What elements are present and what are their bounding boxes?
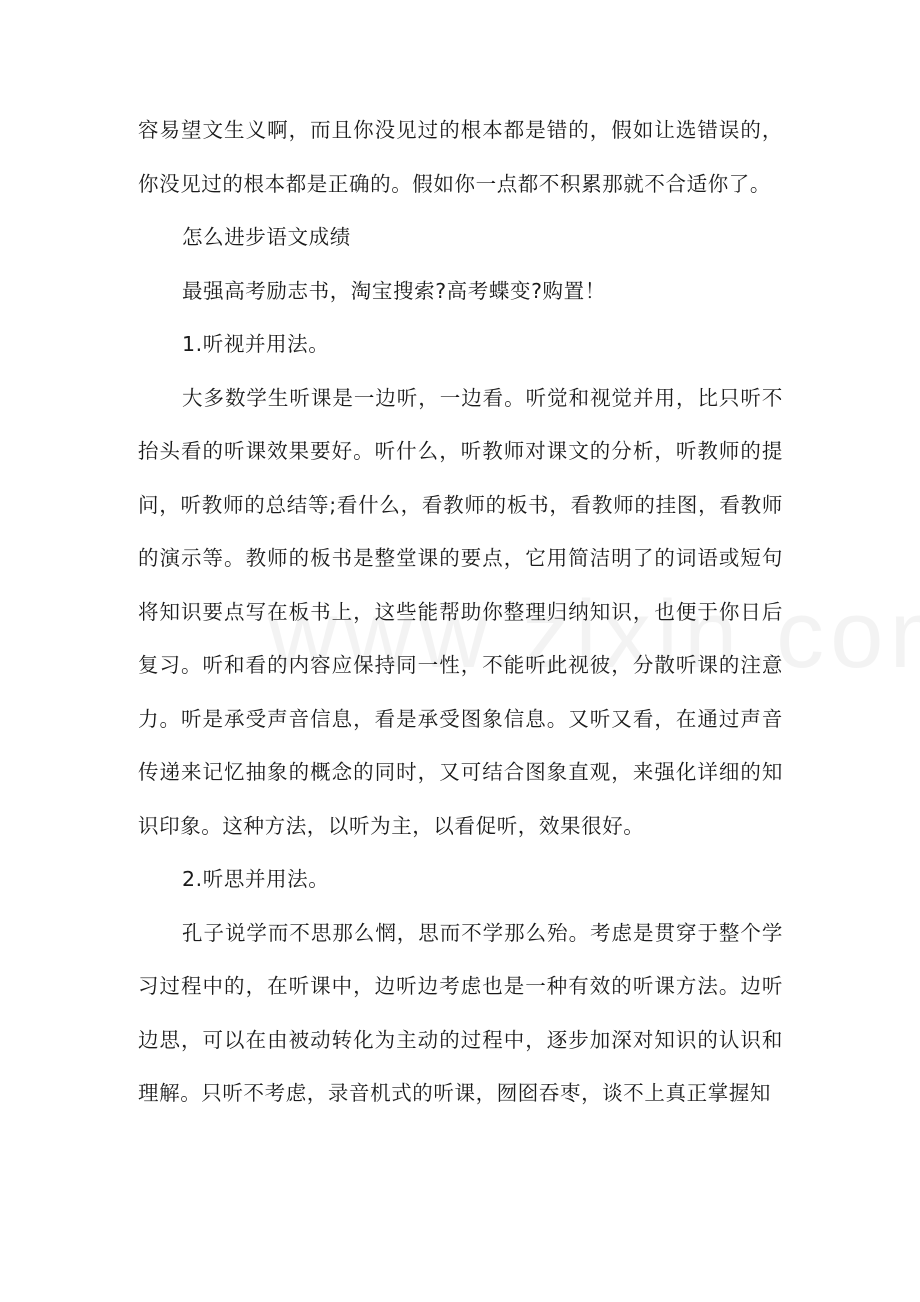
- section-heading: 怎么进步语文成绩: [182, 225, 351, 249]
- section-heading: 1.听视并用法。: [182, 332, 330, 356]
- paragraph: 孔子说学而不思那么惘，思而不学那么殆。考虑是贯穿于整个学习过程中的，在听课中，边听边考虑也是一种有效的听课方法。边听边思，可以在由被动转化为主动的过程中，逐步加深对知识的认识和理解。只听不考虑，录音机式的听课，囫囵吞枣，谈不上真正掌握知: [138, 920, 783, 1105]
- section-heading: 2.听思并用法。: [182, 867, 330, 891]
- paragraph: 容易望文生义啊，而且你没见过的根本都是错的，假如让选错误的，你没见过的根本都是正确的。假如你一点都不积累那就不合适你了。: [138, 118, 783, 196]
- paragraph: 最强高考励志书，淘宝搜索?高考蝶变?购置！: [182, 278, 606, 303]
- document-body: [138, 104, 783, 1121]
- paragraph: 大多数学生听课是一边听，一边看。听觉和视觉并用，比只听不抬头看的听课效果要好。听什么，听教师对课文的分析，听教师的提问，听教师的总结等;看什么，看教师的板书，看教师的挂图，看教师的演示等。教师的板书是整堂课的要点，它用简洁明了的词语或短句将知识要点写在板书上，这些能帮助你整理归纳知识，也便于你日后复习。听和看的内容应保持同一性，不能听此视彼，分散听课的注意力。听是承受声音信息，看是承受图象信息。又听又看，在通过声音传递来记忆抽象的概念的同时，又可结合图象直观，来强化详细的知识印象。这种方法，以听为主，以看促听，效果很好。: [138, 385, 783, 838]
